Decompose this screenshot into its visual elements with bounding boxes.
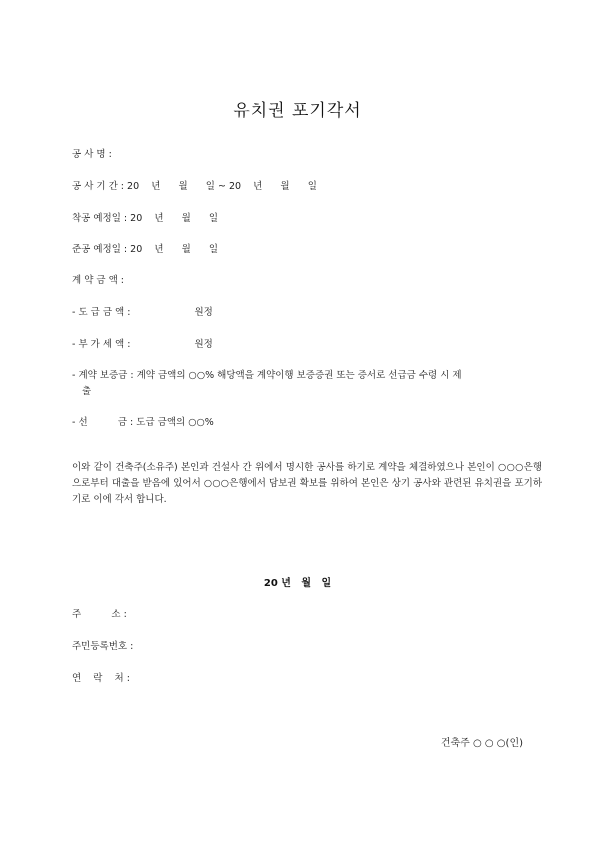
document-title: 유치권 포기각서	[233, 101, 362, 121]
guarantee-line	[72, 367, 462, 381]
vat-label: - 부 가 세 액 :	[72, 339, 131, 350]
project-period-label: 공 사 기 간 :	[72, 181, 124, 192]
start-date-line	[72, 210, 218, 224]
subcontract-amount-line	[72, 304, 213, 318]
completion-date-line	[72, 241, 218, 255]
guarantee-value-continued: 출	[82, 386, 92, 397]
completion-date-label: 준공 예정일 :	[72, 244, 128, 255]
subcontract-amount-value: 원정	[194, 307, 213, 318]
advance-payment-label: - 선 금 :	[72, 417, 134, 428]
project-period-line	[72, 178, 317, 192]
address-label: 주 소 :	[72, 609, 127, 620]
address-line	[72, 606, 127, 620]
advance-payment-value: 도급 금액의 ○○%	[136, 417, 214, 428]
contact-label: 연 락 처 :	[72, 673, 130, 684]
document-date: 20 년 월 일	[263, 578, 332, 589]
project-name-label: 공 사 명 :	[72, 149, 112, 160]
contract-amount-label: 계 약 금 액 :	[72, 275, 124, 286]
resident-number-line	[72, 638, 133, 652]
guarantee-label: - 계약 보증금 :	[72, 370, 134, 381]
advance-payment-line	[72, 414, 214, 428]
signer-line: 건축주 ○ ○ ○(인)	[440, 738, 523, 749]
contact-line	[72, 670, 130, 684]
guarantee-value: 계약 금액의 ○○% 해당액을 계약이행 보증증권 또는 증서로 선급금 수령 시 제	[136, 370, 462, 381]
completion-date-value: 20 년 월 일	[130, 244, 219, 255]
resident-number-label: 주민등록번호 :	[72, 641, 134, 652]
start-date-value: 20 년 월 일	[130, 213, 219, 224]
vat-value: 원정	[194, 339, 213, 350]
statement-paragraph: 이와 같이 건축주(소유주) 본인과 건설사 간 위에서 명시한 공사를 하기로 계약을 체결하였으나 본인이 ○○○은행으로부터 대출을 받음에 있어서 ○○○은행에서 담보권 확보를 위하여 본인은 상기 공사와 관련된 유치권을 포기하기로 이에 각서 합니다.	[72, 462, 542, 505]
contract-amount-line	[72, 272, 124, 286]
guarantee-line-continued	[82, 383, 91, 397]
start-date-label: 착공 예정일 :	[72, 213, 128, 224]
subcontract-amount-label: - 도 급 금 액 :	[72, 307, 131, 318]
project-name-line	[72, 146, 112, 160]
project-period-value: 20 년 월 일 ~ 20 년 월 일	[127, 181, 317, 192]
vat-line	[72, 336, 213, 350]
